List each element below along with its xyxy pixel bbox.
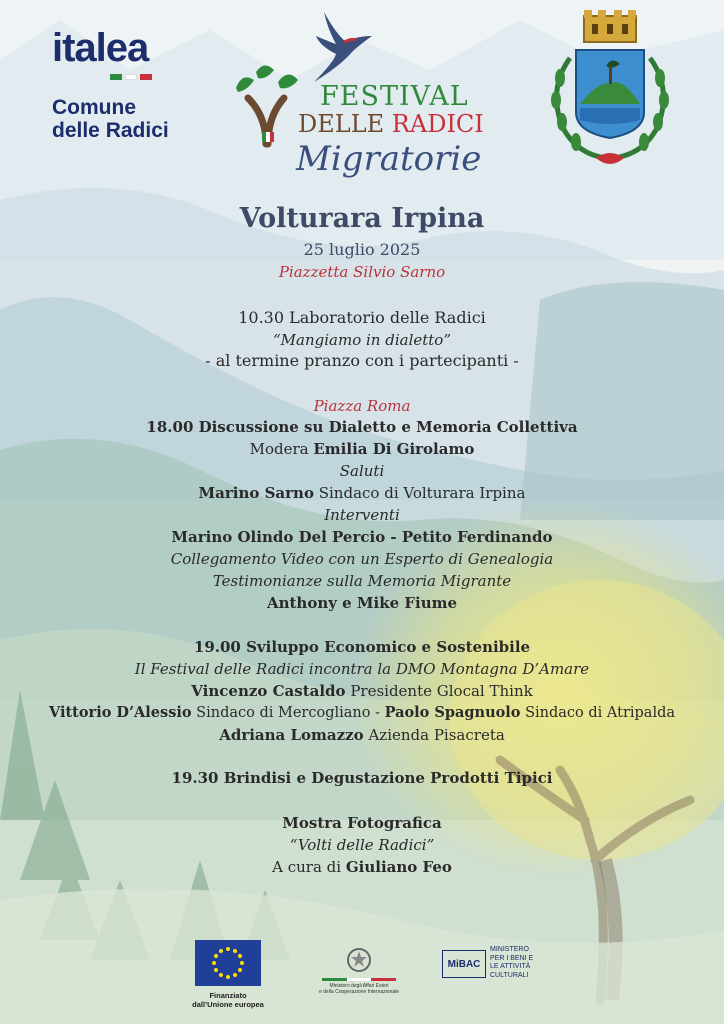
panelist-1-role: Presidente Glocal Think: [345, 682, 533, 700]
italea-subtitle-1: Comune: [52, 96, 136, 119]
festival-title-line1: FESTIVAL: [320, 81, 469, 112]
mibac-label: MiBAC: [447, 959, 481, 970]
italea-wordmark: italea: [52, 26, 149, 70]
panelist-1-name: Vincenzo Castaldo: [191, 682, 346, 700]
mibac-logo: [442, 946, 542, 982]
festival-title-delle: DELLE: [298, 110, 392, 138]
panelist-2-name: Vittorio D’Alessio: [48, 704, 192, 721]
exhibition-title: Mostra Fotografica: [282, 814, 442, 832]
moderator-name: Emilia Di Girolamo: [313, 440, 475, 458]
panelist-3-name: Paolo Spagnuolo: [384, 704, 521, 721]
session-1800-testimony: Testimonianze sulla Memoria Migrante: [212, 572, 512, 590]
eu-funding-line2: dall’Unione europea: [192, 1000, 264, 1009]
maeci-line2: e della Cooperazione Internazionale: [318, 989, 400, 995]
panelist-3-role: Sindaco di Atripalda: [520, 705, 676, 721]
curator-name: Giuliano Feo: [345, 858, 452, 876]
mibac-line4: CULTURALI: [490, 971, 529, 979]
italian-flag-stripes: [110, 74, 152, 80]
session-1900-panelist-4: [0, 725, 724, 745]
panelist-4-role: Azienda Pisacreta: [363, 726, 505, 744]
exhibition-curator: [0, 857, 724, 877]
session-1800-mayor: [0, 483, 724, 503]
festival-title-line2: [298, 110, 484, 138]
session-1900-subtitle: Il Festival delle Radici incontra la DMO Montagna D’Amare: [134, 660, 590, 678]
panelist-4-name: Adriana Lomazzo: [219, 726, 364, 744]
session-1800-video: Collegamento Video con un Esperto di Genealogia: [170, 550, 554, 568]
session-1800-speakers: Marino Olindo Del Percio - Petito Ferdinando: [171, 528, 553, 546]
event-venue-1: Piazzetta Silvio Sarno: [278, 263, 446, 281]
mayor-name: Marino Sarno: [198, 484, 314, 502]
session-1800-moderator: [0, 439, 724, 459]
session-1800-title: 18.00 Discussione su Dialetto e Memoria Collettiva: [146, 418, 578, 436]
session-1900-panelists-2-3: [0, 703, 724, 723]
mibac-mark: [442, 950, 486, 978]
session-1030-title: 10.30 Laboratorio delle Radici: [238, 308, 486, 327]
festival-title-radici: RADICI: [391, 110, 484, 138]
mibac-text: [490, 946, 533, 980]
session-1030-subtitle: “Mangiamo in dialetto”: [273, 331, 451, 349]
curator-label: A cura di: [272, 858, 346, 876]
mayor-role: Sindaco di Volturara Irpina: [313, 484, 526, 502]
event-date: 25 luglio 2025: [303, 240, 421, 259]
session-1900-panelist-1: [0, 681, 724, 701]
maeci-flag-stripe: [322, 978, 396, 981]
festival-logo: [228, 6, 488, 190]
session-1800-guests: Anthony e Mike Fiume: [266, 594, 458, 612]
italea-subtitle-2: delle Radici: [52, 119, 169, 142]
mibac-line1: MINISTERO: [490, 946, 529, 953]
italian-emblem-icon: [346, 946, 372, 974]
festival-subtitle: Migratorie: [296, 139, 482, 179]
mibac-line2: PER I BENI E: [490, 954, 534, 962]
exhibition-subtitle: “Volti delle Radici”: [289, 836, 435, 854]
event-venue-2: Piazza Roma: [313, 397, 411, 415]
session-1800-interventi: Interventi: [324, 506, 400, 524]
italea-logo: [52, 26, 192, 142]
eu-funding-logo: [188, 940, 268, 1009]
maeci-logo: [316, 946, 402, 995]
eu-flag-icon: [195, 940, 261, 986]
session-1030-note: - al termine pranzo con i partecipanti -: [205, 351, 519, 370]
moderator-label: Modera: [249, 440, 314, 458]
session-1800-saluti: Saluti: [339, 462, 385, 480]
coat-of-arms-icon: [540, 8, 680, 178]
mibac-line3: LE ATTIVITÀ: [490, 963, 531, 970]
maeci-line1: Ministero degli Affari Esteri: [329, 983, 389, 989]
session-1900-title: 19.00 Sviluppo Economico e Sostenibile: [193, 638, 531, 656]
eu-funding-line1: Finanziato: [209, 991, 247, 1000]
session-1930-title: 19.30 Brindisi e Degustazione Prodotti Tipici: [171, 769, 553, 787]
panelist-2-role: Sindaco di Mercogliano -: [191, 705, 385, 721]
event-town: Volturara Irpina: [239, 203, 485, 234]
